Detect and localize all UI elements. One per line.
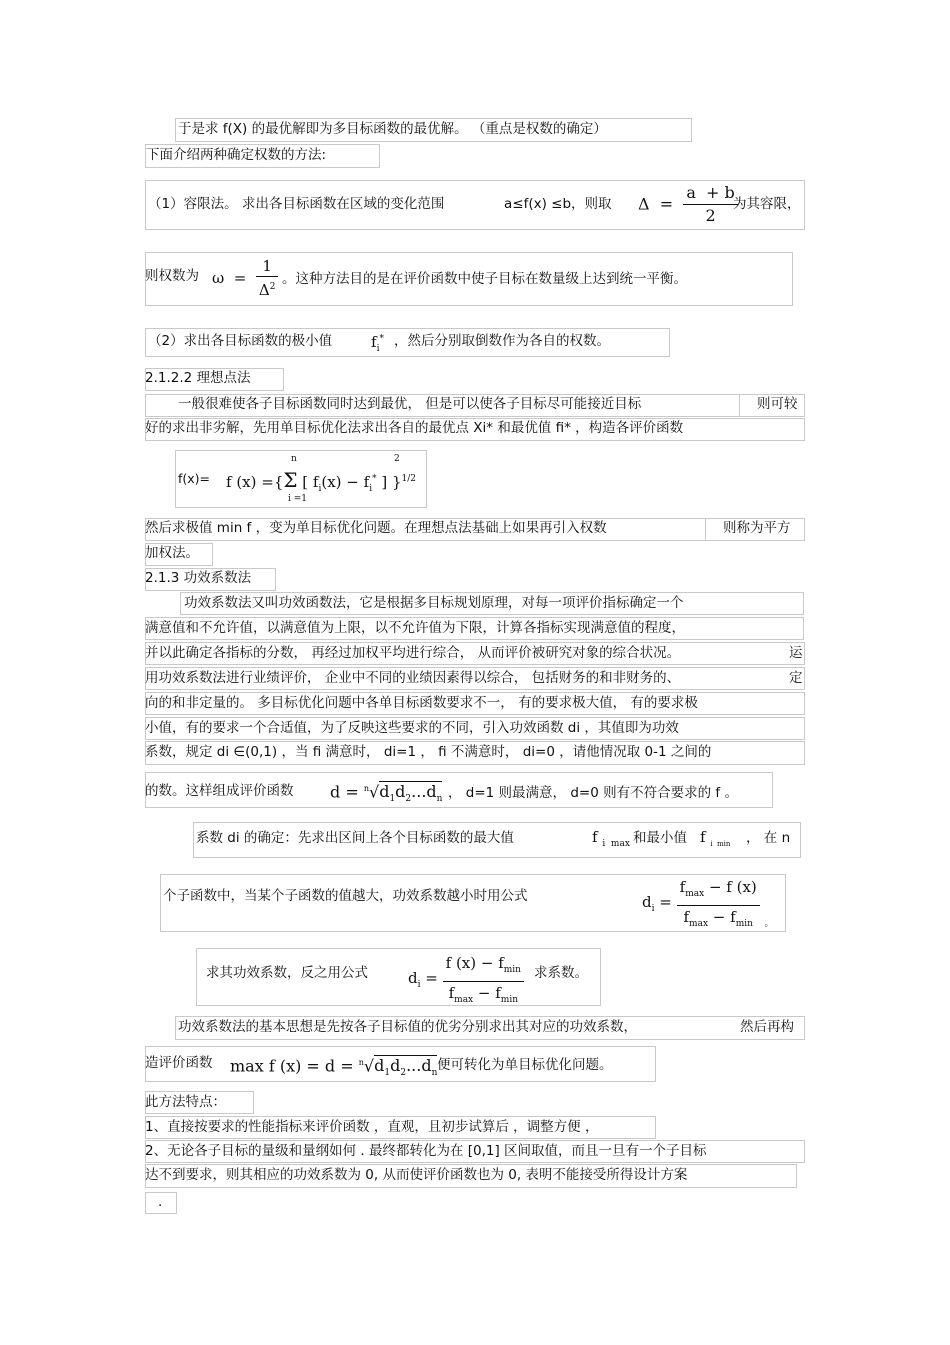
paragraph-line: 功效系数法又叫功效函数法，它是根据多目标规划原理，对每一项评价指标确定一个 <box>184 595 684 611</box>
d-geomean-formula: $d = ^n√d_1d_2...d_n$ <box>330 782 443 805</box>
paragraph-line: 则可较 <box>757 396 798 412</box>
di-formula-2: $d_i$ = $\frac{f (x) - f_{min}}{f_{max} - f_{min}}$ <box>408 952 524 1011</box>
paragraph-line: 个子函数中，当某个子函数的值越大，功效系数越小时用公式 <box>163 888 528 904</box>
paragraph-line: ， d=1 则最满意， d=0 则有不符合要求的 f 。 <box>448 785 738 801</box>
paragraph-line: 的数。这样组成评价函数 <box>145 783 294 799</box>
paragraph-line: 定 <box>789 670 803 686</box>
max-f-formula: max f $(x) = d = ^n√d_1d_2...d_n$ <box>230 1056 438 1079</box>
list-item: 2、无论各子目标的量级和量纲如何 . 最终都转化为在 [0,1] 区间取值，而且一旦有一个子目标 <box>145 1143 707 1159</box>
paragraph-line: 造评价函数 <box>145 1055 213 1071</box>
weight-formula: ω = $\frac{1}{\Delta^2}$ <box>212 256 278 300</box>
paragraph-line: 下面介绍两种确定权数的方法: <box>146 147 327 163</box>
section-heading: 2.1.2.2 理想点法 <box>145 370 251 386</box>
paragraph-line: ，然后分别取倒数作为各自的权数。 <box>394 333 610 349</box>
list-item: 1、直接按要求的性能指标来评价函数 ，直观，且初步试算后 ，调整方便 ， <box>145 1119 599 1135</box>
paragraph-line: 则称为平方 <box>723 520 791 536</box>
paragraph-line: 小值，有的要求一个合适值，为了反映这些要求的不同，引入功效函数 di ，其值即为功效 <box>145 720 679 736</box>
tolerance-formula: Δ = $\frac{a + b}{2}$ <box>638 182 738 227</box>
paragraph-line: 好的求出非劣解，先用单目标优化法求出各自的最优点 Xi* 和最优值 fi* ，构造各评价函数 <box>145 420 684 436</box>
paragraph-line: 系数 di 的确定：先求出区间上各个目标函数的最大值 <box>196 830 514 846</box>
paragraph-line: ， 在 n <box>746 830 791 846</box>
paragraph-line: a≤f(x) ≤b，则取 <box>504 196 612 212</box>
list-item: 达不到要求，则其相应的功效系数为 0, 从而使评价函数也为 0, 表明不能接受所得设计方案 <box>145 1167 688 1183</box>
paragraph-line: 于是求 f(X) 的最优解即为多目标函数的最优解。 （重点是权数的确定） <box>178 121 607 137</box>
paragraph-line: 此方法特点： <box>145 1094 226 1110</box>
paragraph-line: （1）容限法。 求出各目标函数在区域的变化范围 <box>148 196 445 212</box>
paragraph-line: 和最小值 <box>633 830 687 846</box>
paragraph-line: 一般很难使各子目标函数同时达到最优， 但是可以使各子目标尽可能接近目标 <box>178 396 642 412</box>
paragraph-line: 系数，规定 di ∈(0,1) ，当 fi 满意时， di=1 ， fi 不满意时， di=0 ，请他情况取 0-1 之间的 <box>145 744 712 760</box>
paragraph-line: 。这种方法目的是在评价函数中使子目标在数量级上达到统一平衡。 <box>282 271 687 287</box>
paragraph-line: 求系数。 <box>534 965 588 981</box>
section-heading: 2.1.3 功效系数法 <box>145 570 252 586</box>
paragraph-line: 功效系数法的基本思想是先按各子目标值的优劣分别求出其对应的功效系数， <box>178 1019 637 1035</box>
paragraph-line: 然后再构 <box>740 1019 794 1035</box>
formula-label: f(x)= <box>178 471 211 486</box>
paragraph-line: 加权法。 <box>145 545 199 561</box>
fimax-symbol: f $_{i max}$ <box>592 828 630 849</box>
paragraph-line: （2）求出各目标函数的极小值 <box>148 333 333 349</box>
paragraph-line: 用功效系数法进行业绩评价， 企业中不同的业绩因素得以综合， 包括财务的和非财务的、 <box>145 670 681 686</box>
paragraph-line: 运 <box>789 645 803 661</box>
fimin-symbol: f $_{i min}$ <box>700 828 731 848</box>
paragraph-line: 满意值和不允许值，以满意值为上限，以不允许值为下限，计算各指标实现满意值的程度， <box>145 620 685 636</box>
paragraph-line: 求其功效系数，反之用公式 <box>206 965 368 981</box>
paragraph-line: 为其容限， <box>733 196 801 212</box>
paragraph-line: 向的和非定量的。 多目标优化问题中各单目标函数要求不一， 有的要求极大值， 有的要求极 <box>145 695 698 711</box>
paragraph-line: 并以此确定各指标的分数， 再经过加权平均进行综合， 从而评价被研究对象的综合状况。 <box>145 645 681 661</box>
di-formula-1: $d_i$ = $\frac{f_{max} - f (x)}{f_{max} - f_{min}}$ 。 <box>642 876 774 935</box>
paragraph-line: 然后求极值 min f ，变为单目标优化问题。在理想点法基础上如果再引入权数 <box>145 520 607 536</box>
list-item: . <box>158 1194 163 1210</box>
fi-star-symbol: $f_i^*$ <box>371 333 384 354</box>
paragraph-line: 则权数为 <box>145 268 199 284</box>
paragraph-line: 便可转化为单目标优化问题。 <box>437 1057 613 1073</box>
